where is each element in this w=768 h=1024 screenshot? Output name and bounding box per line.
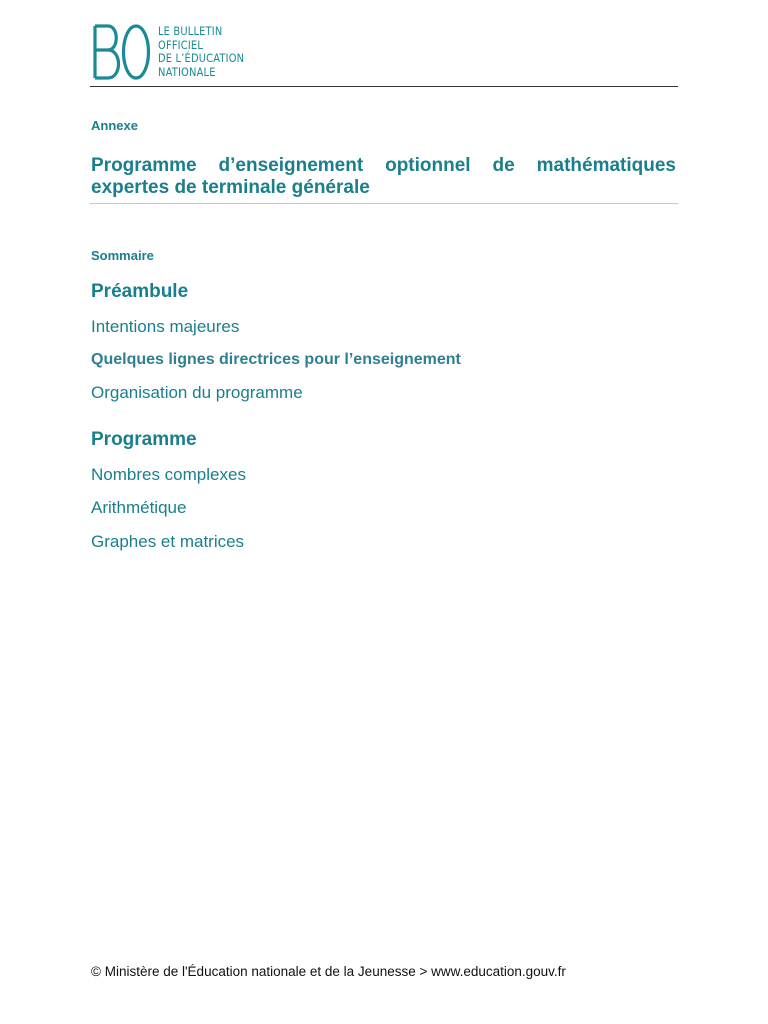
logo-wordmark xyxy=(158,25,244,79)
title-divider xyxy=(90,203,678,204)
toc-section-preambule[interactable]: Préambule xyxy=(91,281,189,302)
page-footer: © Ministère de l'Éducation nationale et de la Jeunesse > www.education.gouv.fr xyxy=(91,964,566,979)
toc-section-programme[interactable]: Programme xyxy=(91,429,197,450)
toc-item-lignes-directrices[interactable]: Quelques lignes directrices pour l’enseignement xyxy=(91,351,461,368)
logo-line: NATIONALE xyxy=(158,64,216,79)
toc-item-organisation-programme[interactable]: Organisation du programme xyxy=(91,383,303,402)
toc-item-intentions-majeures[interactable]: Intentions majeures xyxy=(91,317,240,336)
header-divider xyxy=(90,86,678,87)
logo-line: LE BULLETIN xyxy=(158,24,223,38)
logo-line: DE L’ÉDUCATION xyxy=(158,51,245,65)
bo-logo-mark xyxy=(92,24,152,80)
toc-item-arithmetique[interactable]: Arithmétique xyxy=(91,498,187,517)
toc-item-nombres-complexes[interactable]: Nombres complexes xyxy=(91,465,246,484)
toc-item-graphes-matrices[interactable]: Graphes et matrices xyxy=(91,532,245,551)
bo-logo xyxy=(92,24,258,82)
document-title: Programme d’enseignement optionnel de mathématiques expertes de terminale générale xyxy=(91,155,676,198)
toc-heading: Sommaire xyxy=(91,248,154,263)
logo-line: OFFICIEL xyxy=(158,37,204,52)
annexe-label: Annexe xyxy=(91,118,138,133)
